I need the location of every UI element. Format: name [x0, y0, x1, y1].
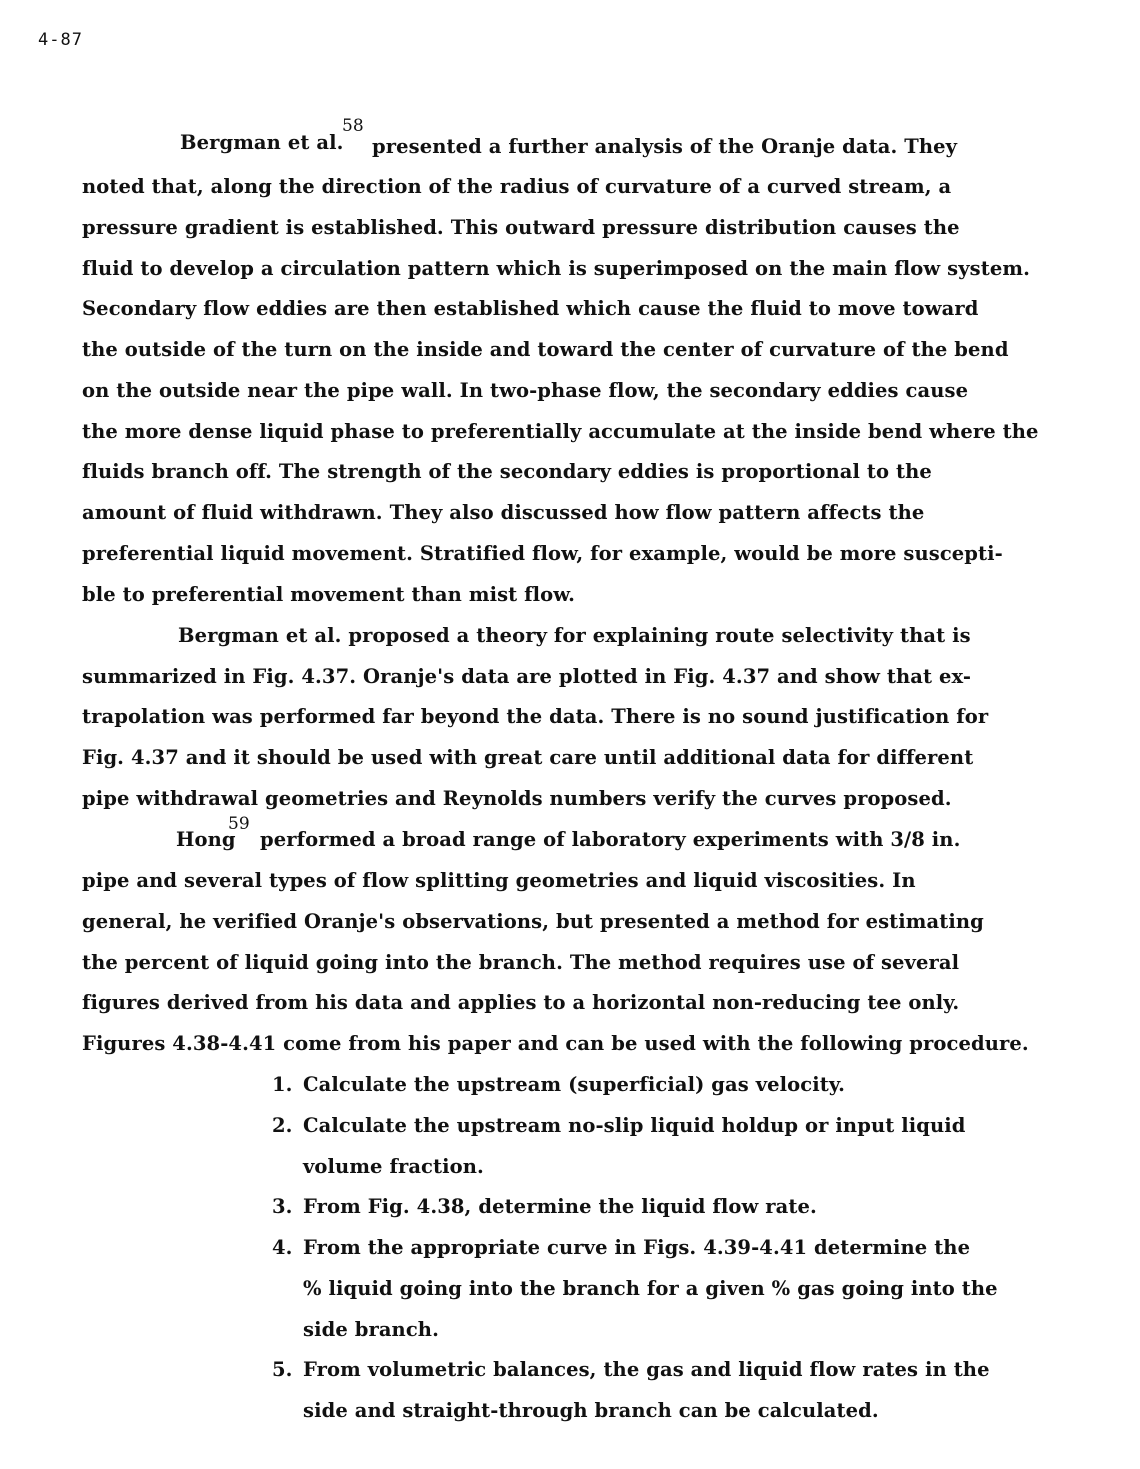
paragraph-line: fluid to develop a circulation pattern which is superimposed on the main flow system.	[82, 257, 1030, 280]
paragraph-line: summarized in Fig. 4.37. Oranje's data are plotted in Fig. 4.37 and show that ex-	[82, 665, 972, 688]
paragraph-line: trapolation was performed far beyond the data. There is no sound justification for	[82, 705, 989, 728]
paragraph-line: Hong	[176, 828, 236, 851]
step-text: side and straight-through branch can be calculated.	[303, 1399, 879, 1422]
step-text: From volumetric balances, the gas and liquid flow rates in the	[303, 1358, 990, 1381]
step-text: Calculate the upstream (superficial) gas velocity.	[303, 1073, 845, 1096]
step-number: 4.	[272, 1236, 293, 1259]
paragraph-line: pipe and several types of flow splitting geometries and liquid viscosities. In	[82, 869, 916, 892]
paragraph-line: pipe withdrawal geometries and Reynolds numbers verify the curves proposed.	[82, 787, 952, 810]
reference-superscript: 58	[342, 116, 364, 136]
step-text: side branch.	[303, 1318, 439, 1341]
paragraph-line: pressure gradient is established. This outward pressure distribution causes the	[82, 216, 960, 239]
paragraph-line: the more dense liquid phase to preferentially accumulate at the inside bend where the	[82, 420, 1039, 443]
paragraph-line: amount of fluid withdrawn. They also discussed how flow pattern affects the	[82, 501, 925, 524]
reference-superscript: 59	[228, 814, 250, 834]
paragraph-line: presented a further analysis of the Oranje data. They	[372, 135, 958, 158]
paragraph-line: ble to preferential movement than mist flow.	[82, 583, 576, 606]
paragraph-line: fluids branch off. The strength of the secondary eddies is proportional to the	[82, 460, 932, 483]
paragraph-line: Figures 4.38-4.41 come from his paper and can be used with the following procedure.	[82, 1032, 1029, 1055]
paragraph-line: Secondary flow eddies are then established which cause the fluid to move toward	[82, 297, 979, 320]
step-text: From the appropriate curve in Figs. 4.39-4.41 determine the	[303, 1236, 971, 1259]
step-number: 5.	[272, 1358, 293, 1381]
paragraph-line: general, he verified Oranje's observations, but presented a method for estimating	[82, 910, 984, 933]
page-number: 4-87	[38, 30, 83, 50]
paragraph-line: Fig. 4.37 and it should be used with great care until additional data for different	[82, 746, 974, 769]
paragraph-line: on the outside near the pipe wall. In two-phase flow, the secondary eddies cause	[82, 379, 969, 402]
paragraph-line: noted that, along the direction of the radius of curvature of a curved stream, a	[82, 175, 952, 198]
step-number: 1.	[272, 1073, 293, 1096]
paragraph-line: figures derived from his data and applies to a horizontal non-reducing tee only.	[82, 991, 960, 1014]
step-number: 3.	[272, 1195, 293, 1218]
step-text: % liquid going into the branch for a given % gas going into the	[303, 1277, 998, 1300]
paragraph-line: Bergman et al. proposed a theory for explaining route selectivity that is	[178, 624, 971, 647]
paragraph-line: preferential liquid movement. Stratified flow, for example, would be more suscepti-	[82, 542, 1003, 565]
paragraph-line: Bergman et al.	[180, 131, 344, 154]
step-text: volume fraction.	[303, 1155, 484, 1178]
paragraph-line: the percent of liquid going into the branch. The method requires use of several	[82, 951, 960, 974]
paragraph-line: performed a broad range of laboratory experiments with 3/8 in.	[260, 828, 961, 851]
step-text: From Fig. 4.38, determine the liquid flow rate.	[303, 1195, 817, 1218]
step-number: 2.	[272, 1114, 293, 1137]
paragraph-line: the outside of the turn on the inside and toward the center of curvature of the bend	[82, 338, 1009, 361]
step-text: Calculate the upstream no-slip liquid holdup or input liquid	[303, 1114, 966, 1137]
